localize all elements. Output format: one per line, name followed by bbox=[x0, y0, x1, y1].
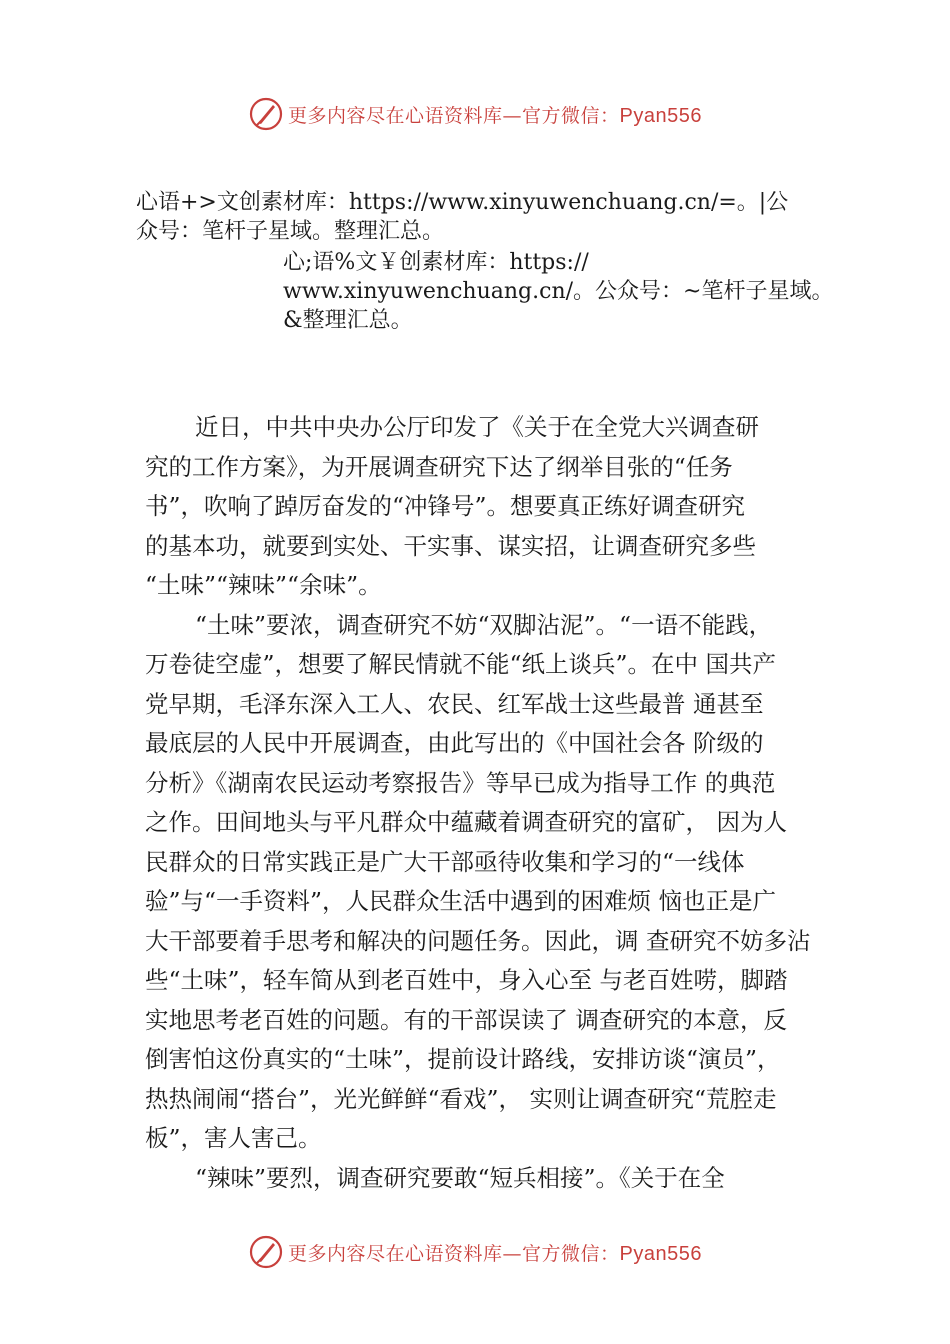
source-notice-2 bbox=[283, 248, 843, 335]
body-line: 民群众的日常实践正是广大干部亟待收集和学习的“一线体 bbox=[145, 847, 745, 876]
body-line: 大干部要着手思考和解决的问题任务。因此，调 查研究不妨多沾 bbox=[145, 926, 811, 955]
header-banner bbox=[0, 94, 950, 134]
source-line: &整理汇总。 bbox=[283, 308, 413, 333]
body-line: 书”，吹响了踔厉奋发的“冲锋号”。想要真正练好调查研究 bbox=[145, 492, 746, 520]
source-line: 心语+>文创素材库：https://www.xinyuwenchuang.cn/=。|公 bbox=[136, 190, 789, 215]
body-line: 究的工作方案》，为开展调查研究下达了纲举目张的“任务 bbox=[145, 452, 733, 481]
quill-logo-icon bbox=[248, 96, 284, 132]
body-line: 的基本功，就要到实处、干实事、谋实招，让调查研究多些 bbox=[145, 531, 756, 560]
quill-logo-icon bbox=[248, 1234, 284, 1270]
footer-banner bbox=[0, 1232, 950, 1272]
body-line: 些“土味”，轻车简从到老百姓中，身入心至 与老百姓唠，脚踏 bbox=[145, 966, 788, 994]
source-line: 心;语%文￥创素材库：https:// bbox=[283, 250, 589, 275]
body-line: 万卷徒空虚”，想要了解民情就不能“纸上谈兵”。在中 国共产 bbox=[145, 650, 777, 678]
body-line: 近日，中共中央办公厅印发了《关于在全党大兴调查研 bbox=[195, 413, 759, 441]
banner-text: 更多内容尽在心语资料库—官方微信：Pyan556 bbox=[288, 1242, 702, 1265]
body-line: “土味”要浓，调查研究不妨“双脚沾泥”。“一语不能践， bbox=[195, 610, 773, 639]
body-line: 之作。田间地头与平凡群众中蕴藏着调查研究的富矿， 因为人 bbox=[145, 808, 787, 836]
source-notice-1 bbox=[136, 188, 836, 246]
body-line: 验”与“一手资料”，人民群众生活中遇到的困难烦 恼也正是广 bbox=[145, 887, 777, 915]
body-line: 板”，害人害己。 bbox=[145, 1124, 322, 1152]
body-line: 倒害怕这份真实的“土味”，提前设计路线，安排访谈“演员”， bbox=[145, 1045, 781, 1073]
body-line: 党早期，毛泽东深入工人、农民、红军战士这些最普 通甚至 bbox=[145, 689, 764, 718]
body-line: “土味”“辣味”“余味”。 bbox=[145, 571, 382, 599]
source-line: 众号：笔杆子星域。整理汇总。 bbox=[136, 219, 445, 244]
body-line: 实地思考老百姓的问题。有的干部误读了 调查研究的本意，反 bbox=[145, 1005, 787, 1034]
body-line: 最底层的人民中开展调查，由此写出的《中国社会各 阶级的 bbox=[145, 729, 764, 757]
article-body bbox=[145, 408, 845, 1198]
body-line: “辣味”要烈，调查研究要敢“短兵相接”。《关于在全 bbox=[195, 1163, 725, 1192]
body-line: 热热闹闹“搭台”，光光鲜鲜“看戏”， 实则让调查研究“荒腔走 bbox=[145, 1084, 777, 1113]
body-line: 分析》《湖南农民运动考察报告》等早已成为指导工作 的典范 bbox=[145, 768, 776, 797]
banner-text: 更多内容尽在心语资料库—官方微信：Pyan556 bbox=[288, 104, 702, 127]
source-line: www.xinyuwenchuang.cn/。公众号：~笔杆子星域。 bbox=[283, 279, 834, 304]
